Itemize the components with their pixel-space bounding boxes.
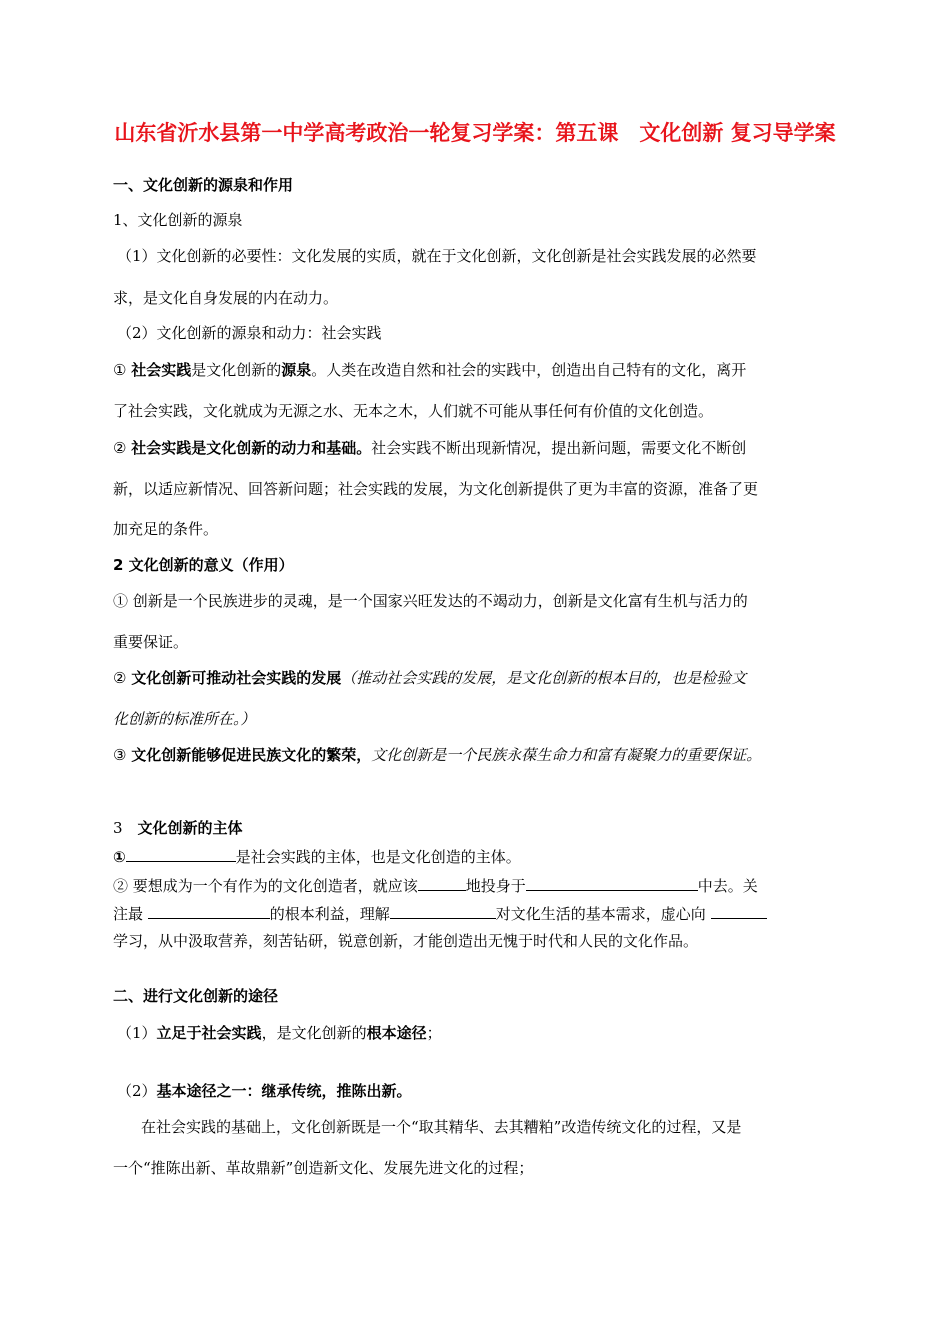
paragraph-inherit-tradition: （2）基本途径之一：继承传统，推陈出新。 — [117, 1082, 412, 1100]
bold-promote-practice: 文化创新可推动社会实践的发展 — [131, 669, 342, 687]
section-heading-1: 一、文化创新的源泉和作用 — [113, 176, 294, 194]
section-heading-2: 二、进行文化创新的途径 — [113, 987, 279, 1005]
subheading-1-2: 2 文化创新的意义（作用） — [113, 556, 294, 574]
fill-blank-subject[interactable] — [126, 846, 236, 862]
paragraph-innovation-soul-line2: 重要保证。 — [113, 633, 189, 651]
bold-social-practice: 社会实践 — [131, 361, 192, 379]
paragraph-necessity-line2: 求，是文化自身发展的内在动力。 — [113, 289, 339, 307]
fill-blank-needs[interactable] — [390, 903, 496, 919]
paragraph-transform-line1: 在社会实践的基础上，文化创新既是一个“取其精华、去其糟粕”改造传统文化的过程，又是 — [141, 1118, 742, 1136]
bold-source: 源泉 — [281, 361, 312, 379]
paragraph-practice-power-line2: 新，以适应新情况、回答新问题；社会实践的发展，为文化创新提供了更为丰富的资源，准备了更 — [113, 480, 759, 498]
bold-practice-power: 社会实践是文化创新的动力和基础。 — [131, 439, 372, 457]
paragraph-creator-line2: 注最 的根本利益，理解 对文化生活的基本需求，虚心向 — [113, 903, 843, 924]
italic-note: （推动社会实践的发展，是文化创新的根本目的，也是检验文 — [341, 669, 747, 687]
paragraph-innovation-soul: ① 创新是一个民族进步的灵魂，是一个国家兴旺发达的不竭动力，创新是文化富有生机与活力的 — [113, 592, 748, 610]
paragraph-practice-source: ① 社会实践是文化创新的源泉。人类在改造自然和社会的实践中，创造出自己特有的文化，离开 — [113, 361, 747, 379]
bold-national-culture: 文化创新能够促进民族文化的繁荣， — [131, 746, 372, 764]
bold-fundamental-path: 根本途径 — [366, 1024, 427, 1042]
paragraph-creator-line1: ② 要想成为一个有作为的文化创造者，就应该 地投身于 中去。关 — [113, 877, 758, 895]
paragraph-practice-source-line2: 了社会实践，文化就成为无源之水、无本之木，人们就不可能从事任何有价值的文化创造。 — [113, 402, 714, 420]
subheading-1-3: 3 文化创新的主体 — [113, 819, 243, 837]
document-title: 山东省沂水县第一中学高考政治一轮复习学案：第五课 文化创新 复习导学案 — [114, 121, 836, 145]
paragraph-basic-path: （1）立足于社会实践，是文化创新的根本途径； — [117, 1024, 442, 1042]
fill-blank-learn-from[interactable] — [711, 903, 767, 919]
bold-based-on-practice: 立足于社会实践 — [156, 1024, 262, 1042]
fill-blank-practice[interactable] — [526, 875, 698, 891]
italic-guarantee: 文化创新是一个民族永葆生命力和富有凝聚力的重要保证。 — [371, 746, 762, 764]
paragraph-subject: ① 是社会实践的主体，也是文化创造的主体。 — [113, 848, 521, 866]
paragraph-creator-line3: 学习，从中汲取营养，刻苦钻研，锐意创新，才能创造出无愧于时代和人民的文化作品。 — [113, 932, 699, 950]
paragraph-promote-practice: ② 文化创新可推动社会实践的发展（推动社会实践的发展，是文化创新的根本目的，也是检验文 — [113, 669, 747, 687]
fill-blank-attitude[interactable] — [418, 875, 466, 891]
bold-inherit-tradition: 基本途径之一：继承传统，推陈出新。 — [156, 1082, 412, 1100]
paragraph-national-culture: ③ 文化创新能够促进民族文化的繁荣，文化创新是一个民族永葆生命力和富有凝聚力的重要保证。 — [113, 746, 762, 764]
fill-blank-interests[interactable] — [148, 903, 270, 919]
paragraph-promote-practice-line2: 化创新的标准所在。） — [113, 710, 256, 728]
paragraph-transform-line2: 一个“推陈出新、革故鼎新”创造新文化、发展先进文化的过程； — [113, 1159, 534, 1177]
subheading-1-1: 1、文化创新的源泉 — [113, 211, 243, 229]
paragraph-necessity-line1: （1）文化创新的必要性：文化发展的实质，就在于文化创新，文化创新是社会实践发展的必然要 — [117, 247, 757, 265]
paragraph-source-power: （2）文化创新的源泉和动力：社会实践 — [117, 324, 382, 342]
paragraph-practice-power-line3: 加充足的条件。 — [113, 520, 219, 538]
paragraph-practice-power: ② 社会实践是文化创新的动力和基础。社会实践不断出现新情况，提出新问题，需要文化不断创 — [113, 439, 747, 457]
